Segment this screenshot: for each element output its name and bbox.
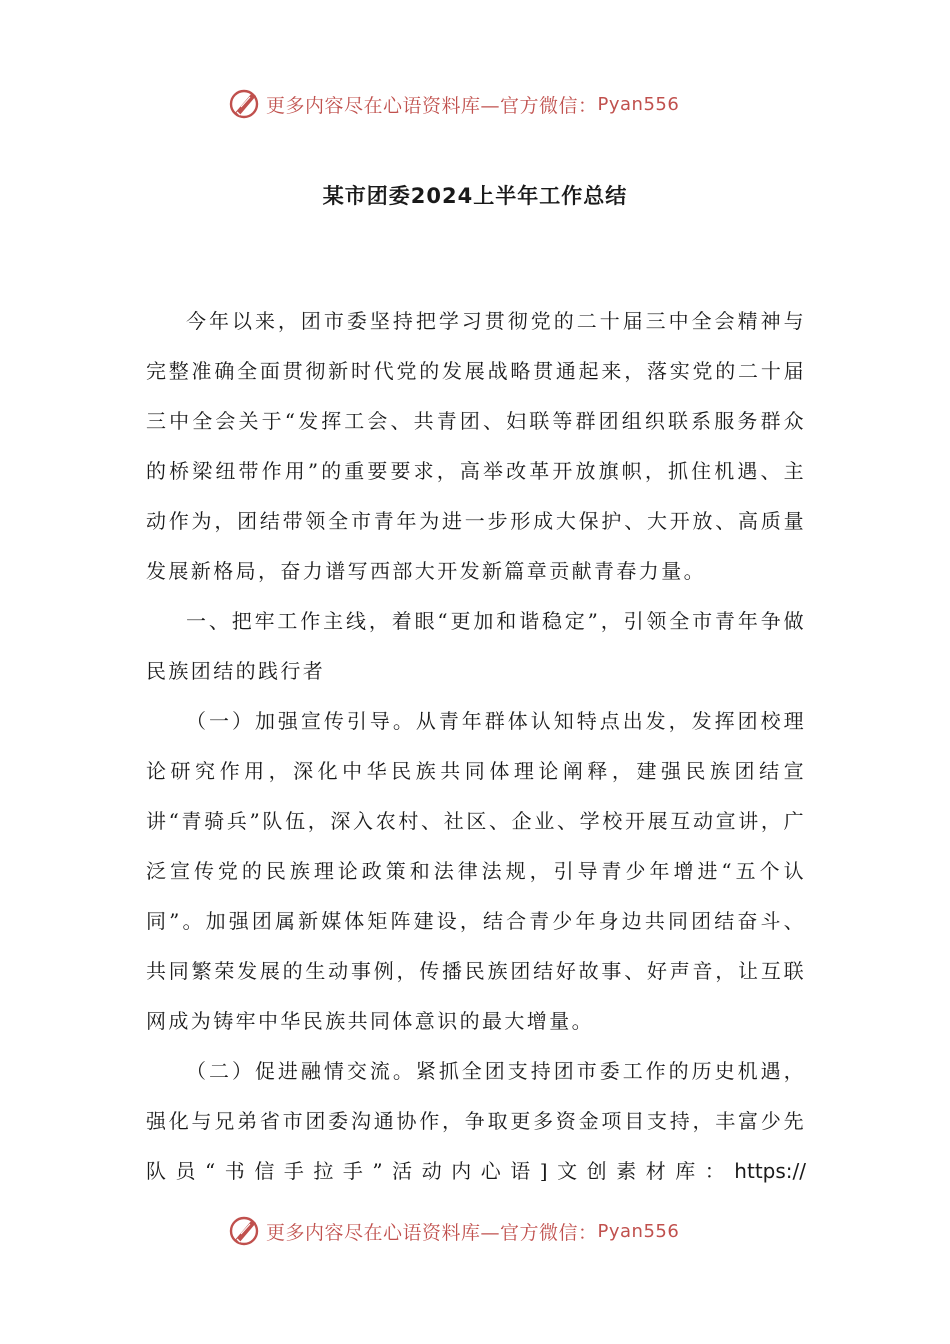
paragraph-text: （二）促进融情交流。紧抓全团支持团市委工作的历史机遇，强化与兄弟省市团委沟通协作，争取更多资金项目支持，丰富少先队员“书信手拉手”活动内心语]文创素材库： [146, 1059, 806, 1183]
body-paragraph [146, 1046, 806, 1196]
body-paragraph: 今年以来，团市委坚持把学习贯彻党的二十届三中全会精神与完整准确全面贯彻新时代党的发展战略贯通起来，落实党的二十届三中全会关于“发挥工会、共青团、妇联等群团组织联系服务群众的桥梁纽带作用”的重要要求，高举改革开放旗帜，抓住机遇、主动作为，团结带领全市青年为进一步形成大保护、大开放、高质量发展新格局，奋力谱写西部大开发新篇章贡献青春力量。 [146, 309, 806, 583]
body-paragraph: （一）加强宣传引导。从青年群体认知特点出发，发挥团校理论研究作用，深化中华民族共同体理论阐释，建强民族团结宣讲“青骑兵”队伍，深入农村、社区、企业、学校开展互动宣讲，广泛宣传党的民族理论政策和法律法规，引导青少年增进“五个认同”。加强团属新媒体矩阵建设，结合青少年身边共同团结奋斗、共同繁荣发展的生动事例，传播民族团结好故事、好声音，让互联网成为铸牢中华民族共同体意识的最大增量。 [146, 709, 806, 1033]
watermark-wechat-id: Pyan556 [597, 1220, 680, 1242]
document-title: 某市团委2024上半年工作总结 [322, 184, 628, 208]
watermark-text: 更多内容尽在心语资料库—官方微信： [266, 1221, 598, 1244]
quill-pen-seal-icon [228, 87, 262, 121]
watermark-text: 更多内容尽在心语资料库—官方微信： [266, 94, 598, 117]
document-body [146, 296, 806, 1196]
quill-pen-seal-icon [228, 1214, 262, 1248]
watermark-wechat-id: Pyan556 [597, 93, 680, 115]
watermark-footer [228, 1213, 679, 1249]
watermark-header [228, 86, 679, 122]
url-fragment: https:// [734, 1159, 806, 1183]
section-heading: 一、把牢工作主线，着眼“更加和谐稳定”，引领全市青年争做民族团结的践行者 [146, 609, 806, 683]
